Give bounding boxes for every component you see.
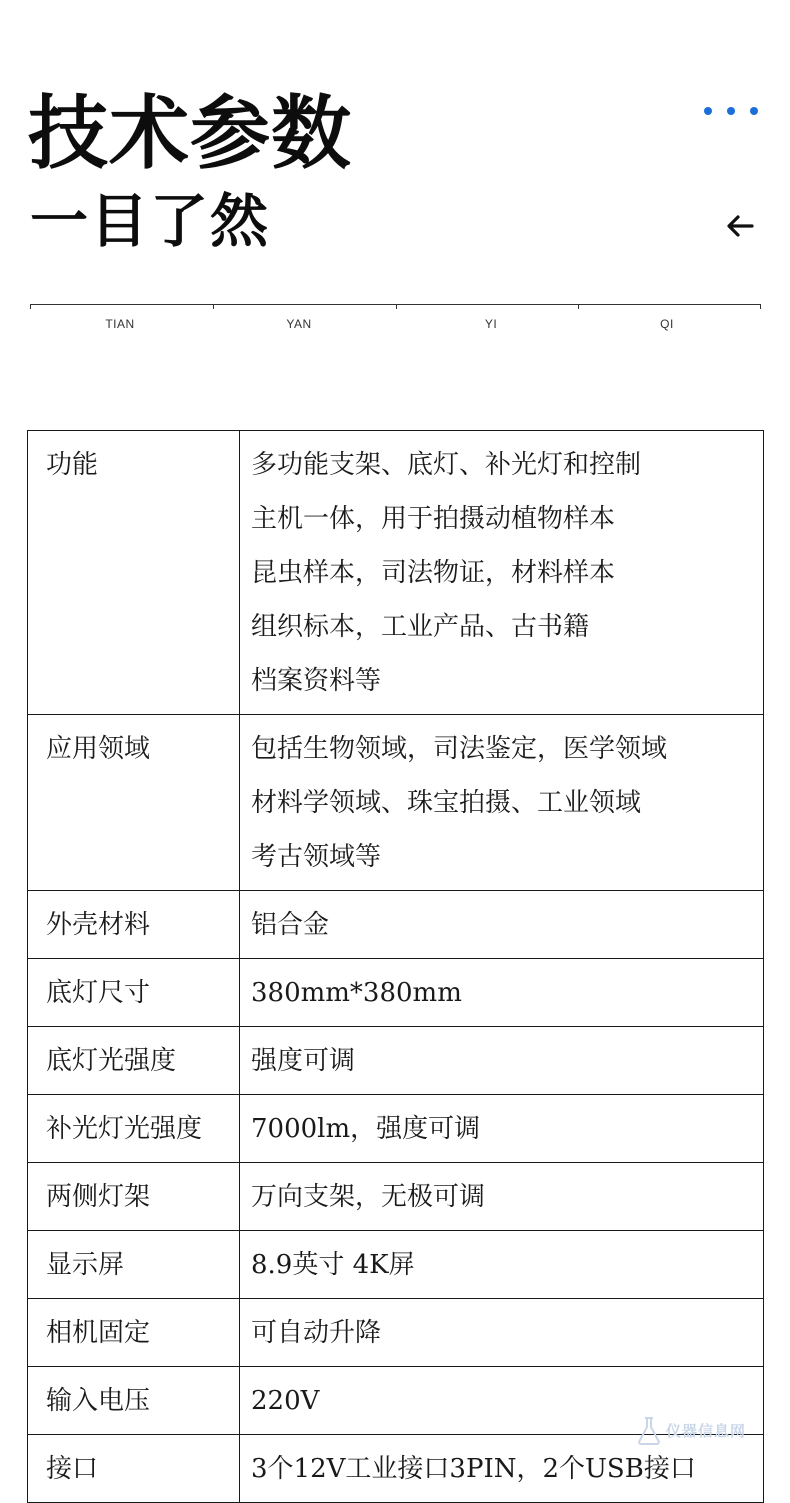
- spec-value: [240, 959, 764, 1027]
- ruler-tick: [213, 304, 214, 309]
- spec-value-line: 万向支架，无极可调: [251, 1182, 486, 1212]
- ruler-tick: [760, 304, 761, 309]
- spec-value-line: 3个12V工业接口3PIN，2个USB接口: [251, 1454, 696, 1484]
- spec-value-line: 包括生物领域，司法鉴定，医学领域: [251, 734, 668, 764]
- spec-value: [240, 1163, 764, 1231]
- ruler-label: YAN: [286, 317, 312, 331]
- table-row: [28, 891, 764, 959]
- ruler-bar: [30, 304, 761, 340]
- table-row: [28, 1027, 764, 1095]
- ruler-tick: [578, 304, 579, 309]
- spec-value-line: 材料学领域、珠宝拍摄、工业领域: [251, 788, 642, 818]
- spec-value: [240, 1299, 764, 1367]
- spec-value: [240, 431, 764, 715]
- table-row: [28, 431, 764, 715]
- spec-label: 应用领域: [28, 715, 240, 891]
- table-row: [28, 1299, 764, 1367]
- spec-value-line: 档案资料等: [251, 666, 382, 696]
- spec-label: 显示屏: [28, 1231, 240, 1299]
- spec-label: 功能: [28, 431, 240, 715]
- table-row: [28, 1231, 764, 1299]
- spec-value-line: 可自动升降: [251, 1318, 382, 1348]
- spec-value-line: 主机一体，用于拍摄动植物样本: [251, 504, 616, 534]
- table-row: [28, 1163, 764, 1231]
- table-row: [28, 1095, 764, 1163]
- more-dots-icon[interactable]: [704, 106, 758, 118]
- spec-label: 输入电压: [28, 1367, 240, 1435]
- spec-value-line: 组织标本，工业产品、古书籍: [251, 612, 590, 642]
- ruler-label: QI: [660, 317, 674, 331]
- spec-value-line: 考古领域等: [251, 842, 382, 872]
- watermark-logo-icon: [636, 1416, 662, 1446]
- page-subtitle: 一目了然: [30, 187, 271, 255]
- page-title: 技术参数: [28, 87, 352, 180]
- watermark: [636, 1416, 776, 1446]
- spec-value-line: 昆虫样本，司法物证，材料样本: [251, 558, 616, 588]
- spec-value: [240, 891, 764, 959]
- spec-label: 底灯尺寸: [28, 959, 240, 1027]
- spec-value-line: 7000lm，强度可调: [251, 1114, 481, 1144]
- spec-label: 相机固定: [28, 1299, 240, 1367]
- table-row: [28, 715, 764, 891]
- spec-label: 补光灯光强度: [28, 1095, 240, 1163]
- spec-value-line: 8.9英寸 4K屏: [251, 1250, 415, 1280]
- spec-value-line: 380mm*380mm: [251, 978, 462, 1008]
- ruler-tick: [30, 304, 31, 309]
- spec-value-line: 铝合金: [251, 910, 330, 940]
- spec-value-line: 强度可调: [251, 1046, 356, 1076]
- arrow-left-icon[interactable]: [724, 212, 756, 240]
- spec-label: 接口: [28, 1435, 240, 1503]
- spec-label: 外壳材料: [28, 891, 240, 959]
- table-row: [28, 959, 764, 1027]
- spec-value: [240, 715, 764, 891]
- spec-value-line: 多功能支架、底灯、补光灯和控制: [251, 450, 642, 480]
- spec-label: 两侧灯架: [28, 1163, 240, 1231]
- spec-table: [27, 430, 764, 1503]
- ruler-label: YI: [484, 317, 498, 331]
- spec-value-line: 220V: [251, 1386, 320, 1416]
- spec-value: [240, 1027, 764, 1095]
- ruler-tick: [396, 304, 397, 309]
- ruler-label: TIAN: [105, 317, 135, 331]
- spec-value: [240, 1095, 764, 1163]
- watermark-text: 仪器信息网: [666, 1422, 747, 1440]
- spec-label: 底灯光强度: [28, 1027, 240, 1095]
- spec-value: [240, 1231, 764, 1299]
